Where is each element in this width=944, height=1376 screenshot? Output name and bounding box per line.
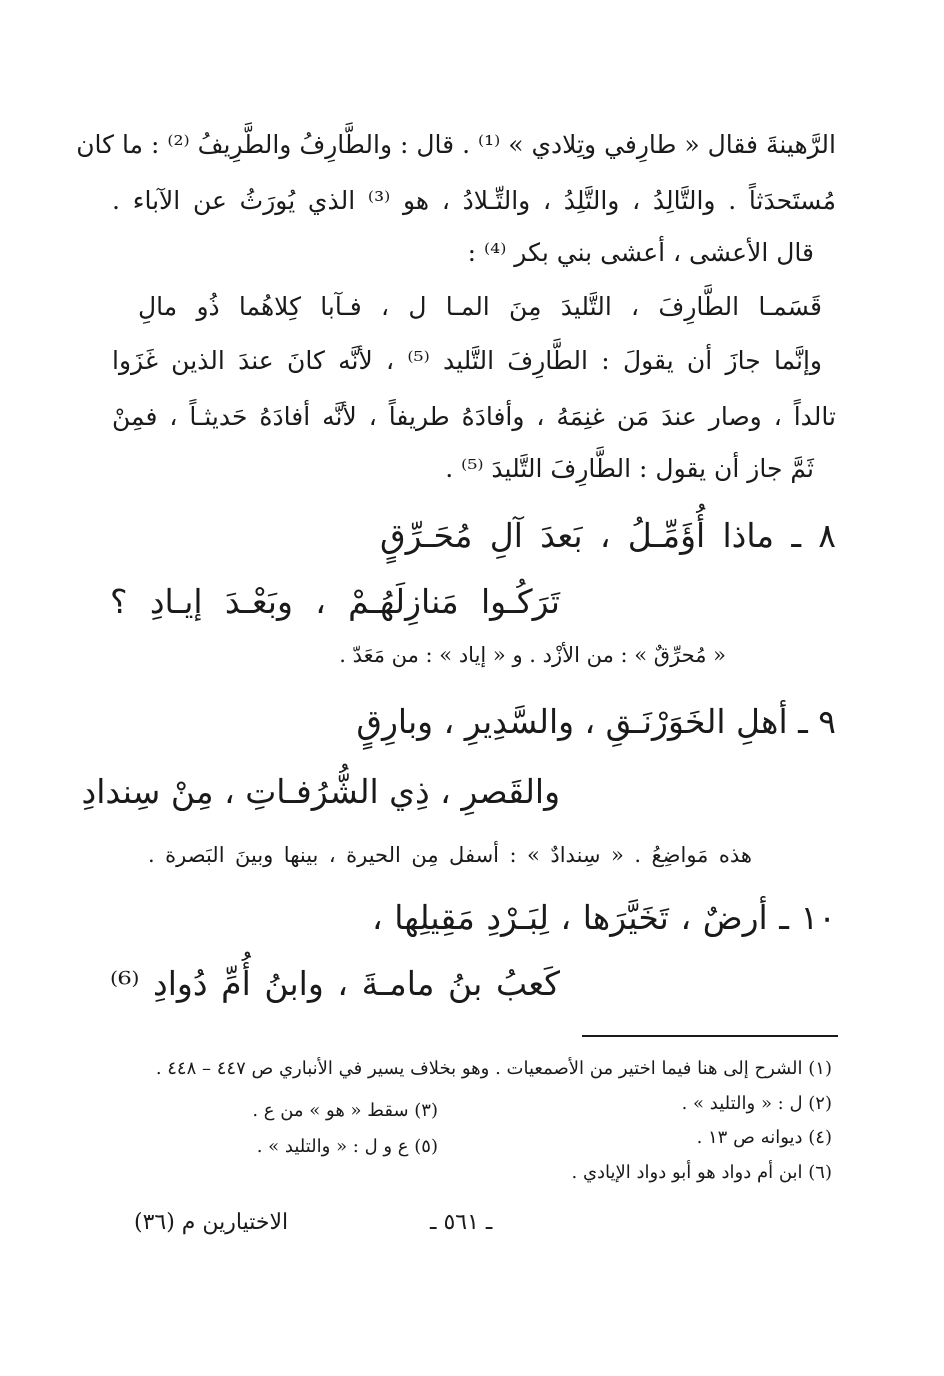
prose-line: وإنَّما جازَ أن يقولَ : الطَّارِفَ التَّليد ⁽⁵⁾ ، لأنَّه كانَ عندَ الذين غَزَوا — [112, 346, 822, 375]
gloss-9: هذه مَواضِعُ . « سِندادٌ » : أسفل مِن الحيرة ، بينها وبينَ البَصرة . — [148, 843, 752, 867]
footnote-1: (١) الشرح إلى هنا فيما اختير من الأصمعيات . وهو بخلاف يسير في الأنباري ص ٤٤٧ – ٤٤٨ . — [155, 1058, 832, 1079]
prose-line: تالداً ، وصار عندَ مَن غنِمَهُ ، وأفادَهُ طريفاً ، لأنَّه أفادَهُ حَديثـاً ، فمِنْ — [112, 402, 836, 431]
quoted-verse: قَسَمـا الطَّارِفَ ، التَّليدَ مِنَ المـا ل ، فـآبا كِلاهُما ذُو مالِ — [138, 292, 822, 321]
verse-8-line-1: ٨ ـ ماذا أُؤَمِّـلُ ، بَعدَ آلِ مُحَـرِّقٍ — [380, 516, 836, 555]
prose-line: ثَمَّ جاز أن يقول : الطَّارِفَ التَّليدَ ⁽⁵⁾ . — [445, 454, 814, 483]
prose-line: مُستَحدَثاً . والتَّالِدُ ، والتَّلِدُ ، والتِّـلادُ ، هو ⁽³⁾ الذي يُورَثُ عن الآباء . — [112, 186, 836, 215]
verse-8-line-2: تَرَكُـوا مَنازِلَهُـمْ ، وبَعْـدَ إيـادِ ؟ — [110, 582, 560, 621]
verse-10-line-2: كَعبُ بنُ مامـةَ ، وابنُ أُمِّ دُوادِ ⁽⁶⁾ — [110, 964, 560, 1003]
page-number: ـ ٥٦١ ـ — [430, 1210, 493, 1235]
prose-line: الرَّهينةَ فقال « طارِفي وتِلادي » ⁽¹⁾ . قال : والطَّارِفُ والطَّرِيفُ ⁽²⁾ : ما كان — [76, 130, 836, 159]
prose-line: قال الأعشى ، أعشى بني بكر ⁽⁴⁾ : — [467, 238, 814, 267]
footnote-6: (٦) ابن أم دواد هو أبو دواد الإيادي . — [571, 1162, 832, 1183]
verse-9-line-1: ٩ ـ أهلِ الخَوَرْنَـقِ ، والسَّدِيرِ ، وبارِقٍ — [356, 702, 836, 741]
signature-mark: الاختيارين م (٣٦) — [134, 1210, 289, 1235]
gloss-8: « مُحرِّقٌ » : من الأزْد . و « إياد » : من مَعَدّ . — [339, 643, 726, 667]
footnote-5: (٥) ع و ل : « والتليد » . — [256, 1136, 438, 1157]
footnote-3: (٣) سقط « هو » من ع . — [252, 1100, 438, 1121]
footnote-4: (٤) ديوانه ص ١٣ . — [696, 1127, 832, 1148]
verse-9-line-2: والقَصرِ ، ذِي الشُّرُفـاتِ ، مِنْ سِندادِ — [81, 772, 560, 811]
footnote-2: (٢) ل : « والتليد » . — [681, 1093, 832, 1114]
verse-10-line-1: ١٠ ـ أرضٌ ، تَخَيَّرَها ، لِبَـرْدِ مَقِيلِها ، — [372, 898, 836, 937]
footnote-separator — [582, 1035, 838, 1037]
